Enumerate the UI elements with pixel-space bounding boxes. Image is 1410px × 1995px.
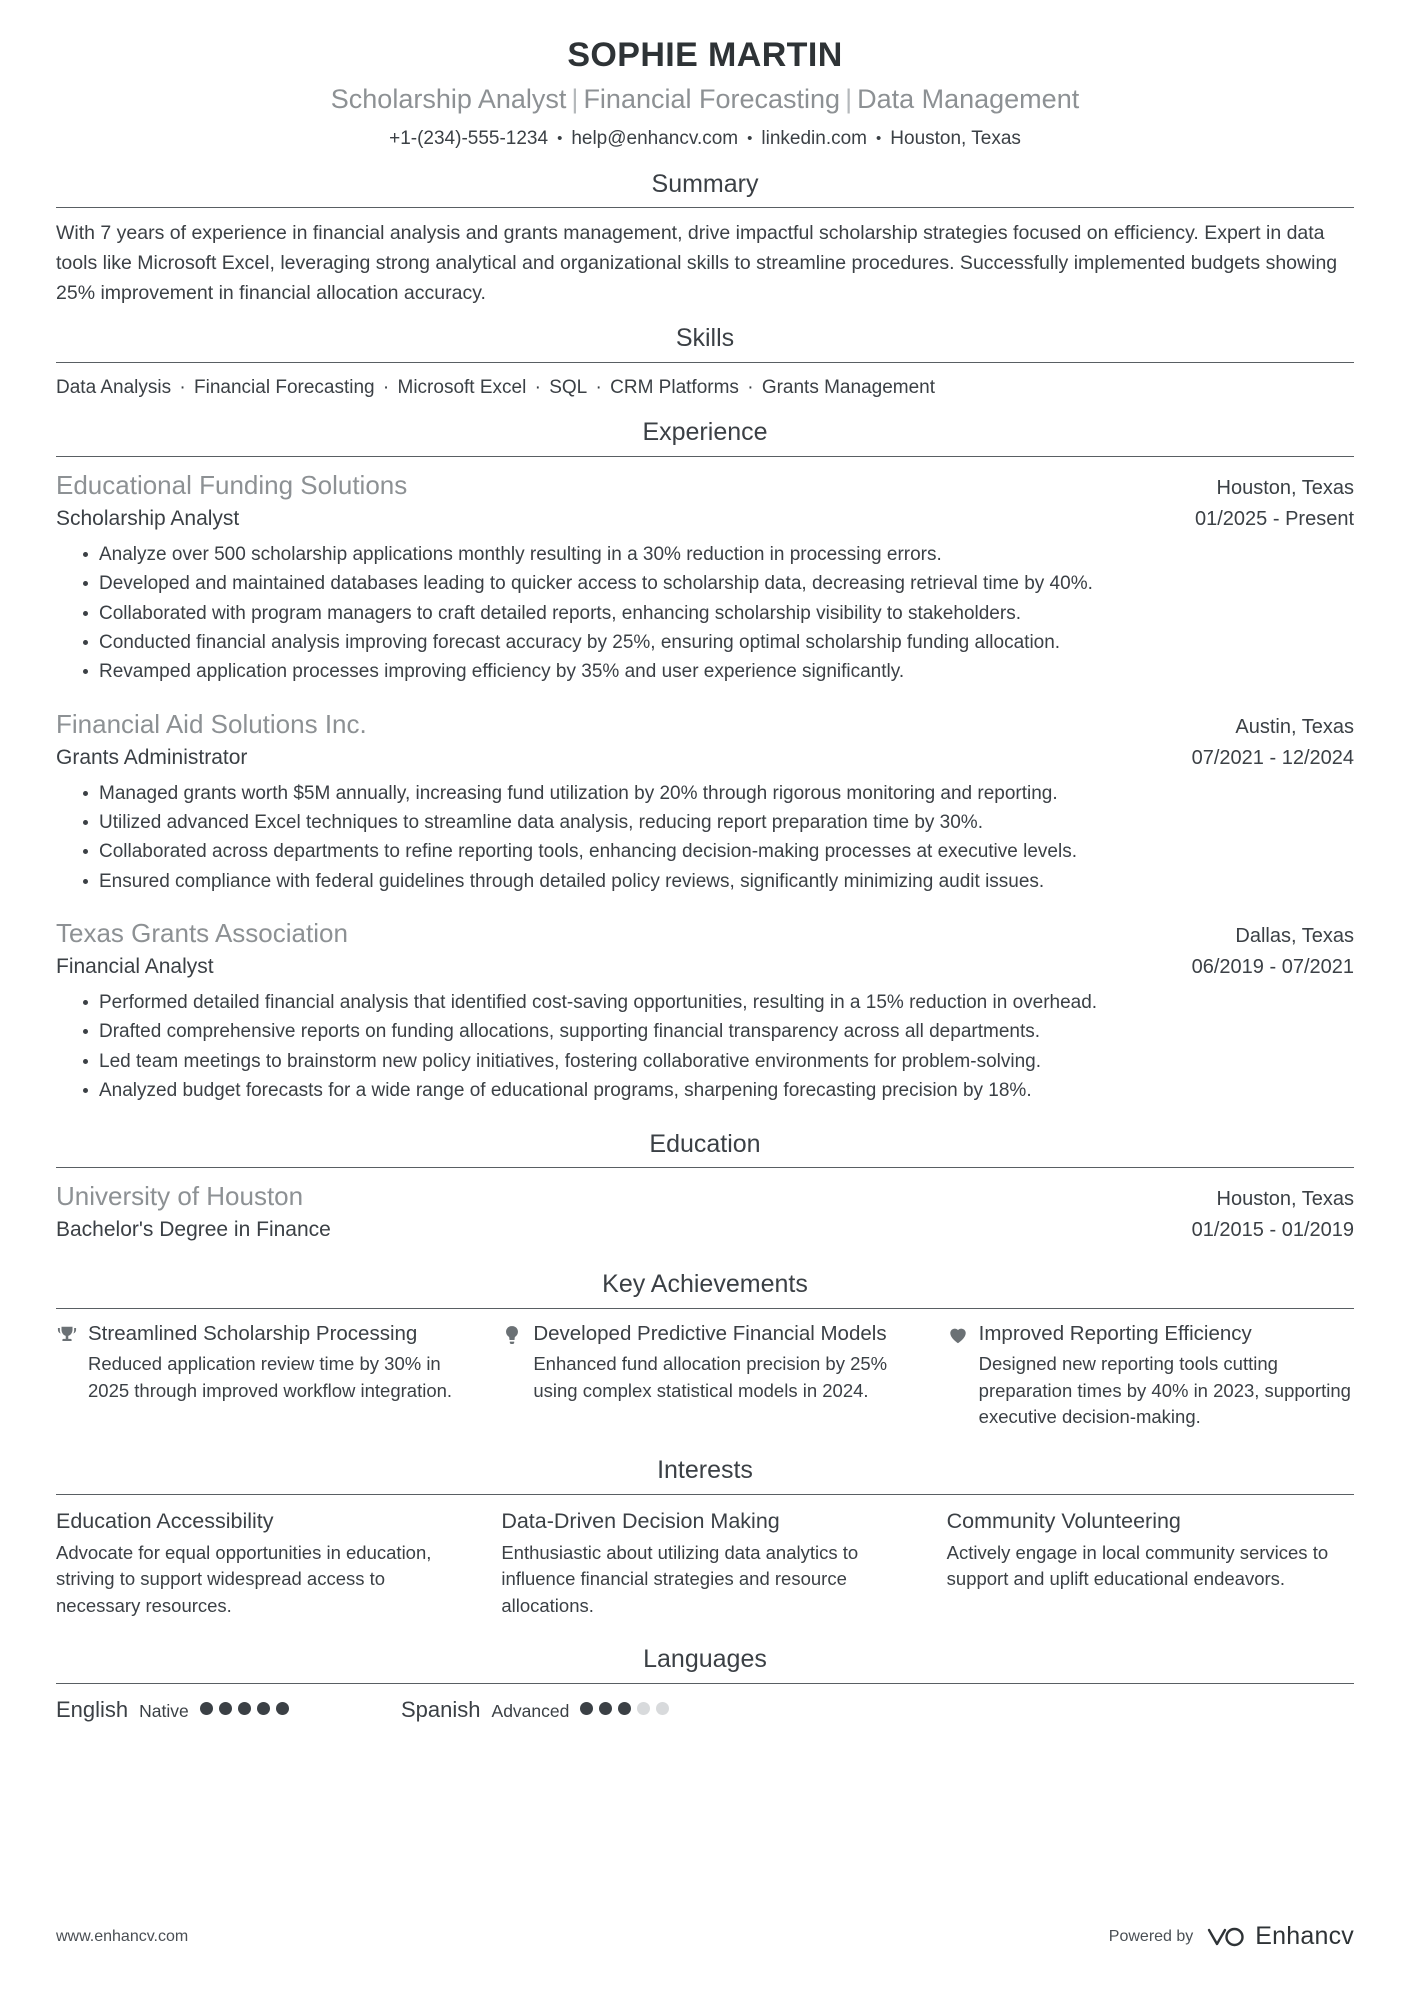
achievement-item — [501, 1320, 908, 1430]
experience-company: Financial Aid Solutions Inc. — [56, 708, 367, 739]
contact-separator-icon: • — [557, 129, 563, 147]
summary-text: With 7 years of experience in financial analysis and grants management, drive impactful scholarship strategies focused on efficiency. Expert in data tools like Microsoft Excel, leveraging strong analytical and organizational skills to streamline procedures. Successfully implemented budgets showing 25% improvement in financial allocation accuracy. — [56, 222, 1338, 304]
experience-location: Houston, Texas — [1216, 477, 1354, 500]
achievement-title: Developed Predictive Financial Models — [533, 1321, 887, 1345]
achievement-description: Reduced application review time by 30% in 2025 through improved workflow integration. — [88, 1353, 453, 1401]
lightbulb-icon — [501, 1323, 523, 1347]
skill-item: SQL — [549, 376, 588, 398]
contact-separator-icon: • — [876, 129, 882, 147]
skill-item: Grants Management — [761, 376, 936, 398]
achievement-item — [56, 1320, 463, 1430]
skill-item: Microsoft Excel — [397, 376, 527, 398]
education-location: Houston, Texas — [1216, 1188, 1354, 1211]
achievement-item — [947, 1320, 1354, 1430]
interest-title: Community Volunteering — [946, 1508, 1181, 1533]
enhancv-logo — [1205, 1922, 1354, 1951]
proficiency-dot-empty — [656, 1702, 669, 1715]
contact-phone: +1-(234)-555-1234 — [389, 128, 549, 149]
experience-bullet: Led team meetings to brainstorm new policy initiatives, fostering collaborative environments for problem-solving. — [83, 1047, 1354, 1076]
experience-dates: 06/2019 - 07/2021 — [1191, 956, 1354, 979]
trophy-icon — [56, 1323, 78, 1347]
achievements-grid — [56, 1309, 1354, 1430]
headline-part-3: Data Management — [857, 83, 1080, 114]
experience-role: Scholarship Analyst — [56, 507, 240, 531]
experience-bullet: Conducted financial analysis improving forecast accuracy by 25%, ensuring optimal scholarship funding allocation. — [83, 628, 1354, 657]
education-degree: Bachelor's Degree in Finance — [56, 1218, 331, 1242]
experience-role: Grants Administrator — [56, 746, 248, 769]
experience-bullet: Utilized advanced Excel techniques to streamline data analysis, reducing report preparation time by 30%. — [83, 808, 1354, 837]
language-item — [56, 1695, 401, 1726]
headline-separator-1: | — [571, 83, 579, 114]
resume-header — [56, 34, 1354, 154]
skill-separator: · — [529, 376, 547, 398]
proficiency-dot-filled — [599, 1702, 612, 1715]
section-title-summary: Summary — [651, 169, 759, 198]
experience-bullet: Developed and maintained databases leading to quicker access to scholarship data, decreasing retrieval time by 40%. — [83, 569, 1354, 598]
section-title-skills: Skills — [675, 324, 735, 353]
footer-website-url[interactable]: www.enhancv.com — [56, 1927, 189, 1945]
skill-separator: · — [174, 376, 192, 398]
contact-email[interactable]: help@enhancv.com — [571, 128, 739, 149]
language-level: Native — [139, 1700, 189, 1721]
experience-bullet: Collaborated across departments to refine reporting tools, enhancing decision-making processes at executive levels. — [83, 837, 1354, 866]
experience-list — [56, 457, 1354, 1105]
language-name: Spanish — [401, 1696, 481, 1722]
experience-bullet: Analyze over 500 scholarship applications monthly resulting in a 30% reduction in processing errors. — [83, 540, 1354, 569]
section-languages — [56, 1643, 1354, 1726]
language-proficiency-dots — [200, 1702, 289, 1715]
section-summary — [56, 168, 1354, 309]
section-title-interests: Interests — [657, 1456, 753, 1485]
heart-icon — [947, 1323, 969, 1347]
achievement-description: Designed new reporting tools cutting preparation times by 40% in 2023, supporting executive decision-making. — [978, 1353, 1351, 1427]
experience-dates: 01/2025 - Present — [1195, 508, 1354, 531]
skill-item: CRM Platforms — [610, 376, 739, 398]
candidate-headline — [56, 79, 1354, 120]
experience-bullet-list — [56, 540, 1354, 687]
headline-separator-2: | — [845, 83, 853, 114]
experience-entry — [56, 707, 1354, 896]
experience-entry — [56, 916, 1354, 1105]
headline-part-1: Scholarship Analyst — [330, 83, 567, 114]
interests-grid — [56, 1495, 1354, 1619]
skill-separator: · — [377, 376, 395, 398]
language-name: English — [56, 1696, 129, 1722]
enhancv-brand-name: Enhancv — [1255, 1922, 1354, 1950]
experience-location: Austin, Texas — [1235, 715, 1354, 738]
proficiency-dot-filled — [238, 1702, 251, 1715]
skills-list — [56, 374, 1354, 403]
section-achievements — [56, 1268, 1354, 1430]
experience-bullet-list — [56, 988, 1354, 1106]
languages-list — [56, 1684, 1354, 1726]
education-dates: 01/2015 - 01/2019 — [1191, 1219, 1354, 1242]
proficiency-dot-empty — [637, 1702, 650, 1715]
experience-entry-subheader — [56, 503, 1354, 535]
interest-item — [56, 1506, 463, 1619]
achievement-header — [56, 1320, 463, 1348]
experience-entry-subheader — [56, 742, 1354, 774]
experience-dates: 07/2021 - 12/2024 — [1191, 747, 1354, 769]
section-skills — [56, 322, 1354, 402]
enhancv-mark-icon — [1205, 1924, 1247, 1950]
experience-entry — [56, 468, 1354, 687]
experience-entry-header — [56, 468, 1354, 503]
experience-bullet: Performed detailed financial analysis that identified cost-saving opportunities, resulting in a 15% reduction in overhead. — [83, 988, 1354, 1017]
interest-item — [501, 1506, 908, 1619]
interest-description: Advocate for equal opportunities in education, striving to support widespread access to necessary resources. — [56, 1542, 432, 1616]
interest-description: Actively engage in local community services to support and uplift educational endeavors. — [946, 1542, 1329, 1590]
skill-item: Financial Forecasting — [194, 376, 375, 398]
footer-powered-by-label: Powered by — [1108, 1927, 1194, 1945]
experience-bullet: Analyzed budget forecasts for a wide range of educational programs, sharpening forecasting precision by 18%. — [83, 1076, 1354, 1105]
experience-role: Financial Analyst — [56, 955, 214, 979]
skill-separator: · — [590, 376, 608, 398]
experience-bullet: Managed grants worth $5M annually, increasing fund utilization by 20% through rigorous monitoring and reporting. — [83, 779, 1354, 808]
interest-item — [947, 1506, 1354, 1619]
achievement-description: Enhanced fund allocation precision by 25% using complex statistical models in 2024. — [533, 1353, 888, 1401]
contact-linkedin[interactable]: linkedin.com — [761, 128, 868, 149]
proficiency-dot-filled — [618, 1702, 631, 1715]
education-entry-subheader — [56, 1214, 1354, 1246]
proficiency-dot-filled — [257, 1702, 270, 1715]
language-level: Advanced — [491, 1700, 570, 1721]
education-school: University of Houston — [56, 1181, 304, 1212]
experience-bullet: Drafted comprehensive reports on funding allocations, supporting financial transparency across all departments. — [83, 1017, 1354, 1046]
headline-part-2: Financial Forecasting — [583, 83, 841, 114]
achievement-header — [501, 1320, 908, 1348]
language-proficiency-dots — [580, 1702, 669, 1715]
experience-company: Educational Funding Solutions — [56, 470, 408, 501]
experience-entry-subheader — [56, 951, 1354, 983]
education-entry — [56, 1179, 1354, 1246]
experience-bullet: Ensured compliance with federal guidelines through detailed policy reviews, significantly minimizing audit issues. — [83, 867, 1354, 896]
contact-location: Houston, Texas — [890, 128, 1021, 149]
skill-item: Data Analysis — [56, 376, 172, 398]
education-list — [56, 1168, 1354, 1246]
section-interests — [56, 1454, 1354, 1619]
proficiency-dot-filled — [200, 1702, 213, 1715]
experience-entry-header — [56, 916, 1354, 951]
education-entry-header — [56, 1179, 1354, 1214]
section-title-languages: Languages — [643, 1644, 767, 1673]
achievement-title: Improved Reporting Efficiency — [978, 1321, 1252, 1345]
experience-bullet: Collaborated with program managers to craft detailed reports, enhancing scholarship visibility to stakeholders. — [83, 599, 1354, 628]
contact-separator-icon: • — [747, 129, 753, 147]
achievement-header — [947, 1320, 1354, 1348]
section-education — [56, 1128, 1354, 1246]
section-experience — [56, 416, 1354, 1105]
section-title-achievements: Key Achievements — [602, 1269, 808, 1298]
experience-entry-header — [56, 707, 1354, 742]
section-title-experience: Experience — [642, 418, 768, 447]
experience-location: Dallas, Texas — [1235, 925, 1354, 948]
section-title-education: Education — [649, 1129, 761, 1158]
interest-title: Data-Driven Decision Making — [501, 1508, 780, 1533]
contact-line — [56, 125, 1354, 154]
page-footer — [56, 1922, 1354, 1951]
interest-description: Enthusiastic about utilizing data analytics to influence financial strategies and resource allocations. — [501, 1542, 859, 1616]
candidate-name: SOPHIE MARTIN — [567, 36, 843, 74]
proficiency-dot-filled — [580, 1702, 593, 1715]
proficiency-dot-filled — [276, 1702, 289, 1715]
experience-bullet: Revamped application processes improving efficiency by 35% and user experience significantly. — [83, 657, 1354, 686]
experience-bullet-list — [56, 779, 1354, 897]
achievement-title: Streamlined Scholarship Processing — [88, 1321, 418, 1345]
language-item — [401, 1695, 746, 1726]
proficiency-dot-filled — [219, 1702, 232, 1715]
skill-separator: · — [741, 376, 759, 398]
experience-company: Texas Grants Association — [56, 918, 348, 949]
interest-title: Education Accessibility — [56, 1508, 274, 1533]
